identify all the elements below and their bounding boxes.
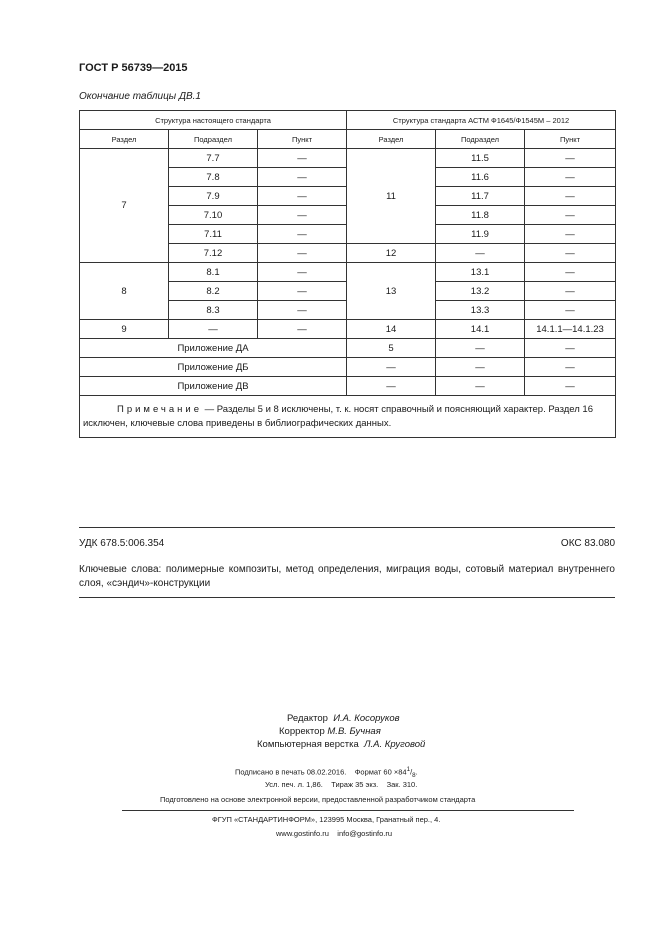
publisher-contacts	[276, 829, 392, 838]
col-header: Пункт	[258, 130, 347, 149]
table-cell: 8	[80, 263, 169, 320]
print-sheets: Усл. печ. л. 1,86.	[265, 780, 323, 789]
editor-name: И.А. Косоруков	[333, 713, 400, 724]
table-cell: —	[258, 282, 347, 301]
table-cell: 5	[347, 339, 436, 358]
table-caption: Окончание таблицы ДВ.1	[79, 91, 201, 102]
table-cell: 13.2	[436, 282, 525, 301]
table-cell: —	[436, 339, 525, 358]
note-text: — Разделы 5 и 8 исключены, т. к. носят справочный и поясняющий характер. Раздел 16 исключен, ключевые слова приведены в библиографических данных.	[83, 404, 593, 429]
table-cell: —	[347, 358, 436, 377]
layout-label: Компьютерная верстка	[257, 739, 359, 750]
group-header-right: Структура стандарта АСТМ Ф1645/Ф1545М – 2012	[347, 111, 616, 130]
table-cell: —	[258, 244, 347, 263]
layout-name: Л.А. Круговой	[364, 739, 426, 750]
table-row	[80, 320, 616, 339]
publisher-site: www.gostinfo.ru	[276, 829, 329, 838]
table-cell: —	[525, 225, 616, 244]
table-cell: —	[525, 358, 616, 377]
table-cell: 8.1	[169, 263, 258, 282]
udk-code: УДК 678.5:006.354	[79, 538, 165, 549]
table-cell: —	[525, 187, 616, 206]
document-header: ГОСТ Р 56739—2015	[79, 62, 188, 74]
col-header: Раздел	[80, 130, 169, 149]
appendix-row	[80, 339, 616, 358]
table-cell: —	[258, 206, 347, 225]
table-cell: 13.3	[436, 301, 525, 320]
table-cell: 7.11	[169, 225, 258, 244]
paper-format: Формат 60 ×84	[354, 767, 407, 777]
table-note-row	[80, 396, 616, 438]
signed-date: Подписано в печать 08.02.2016.	[235, 767, 347, 777]
corrector-label: Корректор	[279, 726, 325, 737]
layout-line	[257, 738, 425, 751]
table-cell: —	[347, 377, 436, 396]
table-cell: —	[258, 320, 347, 339]
table-cell: —	[525, 149, 616, 168]
table-cell: —	[436, 244, 525, 263]
order-number: Зак. 310.	[386, 780, 418, 789]
correspondence-table	[79, 110, 616, 438]
table-cell: —	[436, 358, 525, 377]
table-cell: —	[258, 187, 347, 206]
table-cell: 7	[80, 149, 169, 263]
table-cell: 11.5	[436, 149, 525, 168]
appendix-row	[80, 377, 616, 396]
publisher-address: ФГУП «СТАНДАРТИНФОРМ», 123995 Москва, Гранатный пер., 4.	[212, 815, 441, 824]
table-cell: 7.12	[169, 244, 258, 263]
table-cell: 13.1	[436, 263, 525, 282]
format-end: .	[415, 767, 418, 777]
table-cell: 7.10	[169, 206, 258, 225]
section-divider	[79, 597, 615, 598]
table-cell: —	[525, 206, 616, 225]
table-cell: 11.7	[436, 187, 525, 206]
table-cell: —	[258, 225, 347, 244]
col-header: Раздел	[347, 130, 436, 149]
table-cell: Приложение ДА	[80, 339, 347, 358]
group-header-left: Структура настоящего стандарта	[80, 111, 347, 130]
table-cell: —	[525, 301, 616, 320]
table-cell: 14.1.1—14.1.23	[525, 320, 616, 339]
table-cell: —	[169, 320, 258, 339]
table-cell: 8.3	[169, 301, 258, 320]
table-cell: Приложение ДБ	[80, 358, 347, 377]
col-header: Подраздел	[169, 130, 258, 149]
table-cell: 14.1	[436, 320, 525, 339]
table-cell: 11	[347, 149, 436, 244]
table-cell: —	[258, 149, 347, 168]
oks-code: ОКС 83.080	[560, 538, 615, 549]
table-cell: —	[525, 377, 616, 396]
editor-label: Редактор	[287, 713, 328, 724]
table-cell: 9	[80, 320, 169, 339]
table-cell: —	[525, 282, 616, 301]
col-header: Пункт	[525, 130, 616, 149]
note-label: Примечание	[117, 404, 202, 415]
table-cell: 12	[347, 244, 436, 263]
section-divider	[79, 527, 615, 528]
table-cell: —	[258, 301, 347, 320]
table-cell: 7.7	[169, 149, 258, 168]
table-cell: 11.9	[436, 225, 525, 244]
table-cell: —	[258, 263, 347, 282]
table-cell: 11.6	[436, 168, 525, 187]
corrector-name: М.В. Бучная	[327, 726, 381, 737]
keywords: Ключевые слова: полимерные композиты, метод определения, миграция воды, сотовый материал внутреннего слоя, «сэндич»-конструкции	[79, 564, 615, 589]
prepared-note: Подготовлено на основе электронной версии, предоставленной разработчиком стандарта	[160, 795, 476, 804]
table-cell: —	[436, 377, 525, 396]
editor-line	[287, 712, 400, 725]
print-run: Тираж 35 экз.	[331, 780, 379, 789]
table-note	[80, 396, 616, 438]
table-cell: —	[525, 263, 616, 282]
print-info-line: Подписано в печать 08.02.2016. Формат $60 \times 84^1/_8$.	[235, 766, 418, 779]
corrector-line	[279, 725, 381, 738]
appendix-row	[80, 358, 616, 377]
table-cell: 11.8	[436, 206, 525, 225]
publisher-email: info@gostinfo.ru	[337, 829, 393, 838]
format-fraction-num: 1	[406, 766, 411, 773]
table-cell: 7.8	[169, 168, 258, 187]
format-fraction-den: 8	[412, 772, 416, 779]
table-cell: Приложение ДВ	[80, 377, 347, 396]
table-cell: 8.2	[169, 282, 258, 301]
table-cell: —	[525, 168, 616, 187]
print-details-line	[265, 780, 417, 789]
table-cell: —	[525, 244, 616, 263]
table-row	[80, 263, 616, 282]
table-row	[80, 149, 616, 168]
table-cell: 7.9	[169, 187, 258, 206]
table-cell: 13	[347, 263, 436, 320]
imprint-divider	[122, 810, 574, 811]
table-cell: —	[525, 339, 616, 358]
table-cell: —	[258, 168, 347, 187]
col-header: Подраздел	[436, 130, 525, 149]
table-cell: 14	[347, 320, 436, 339]
